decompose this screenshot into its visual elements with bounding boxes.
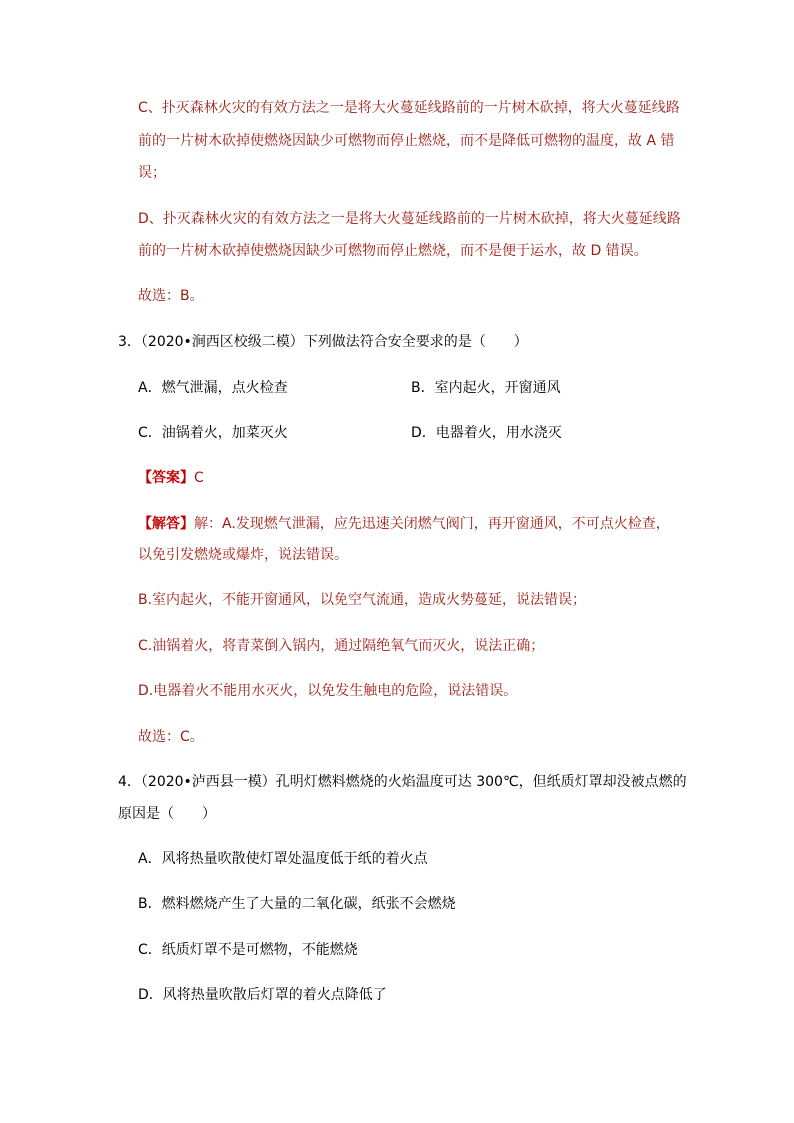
q4-option-d: D．风将热量吹散后灯罩的着火点降低了 xyxy=(138,987,387,1003)
answer-label: 【答案】 xyxy=(138,470,194,486)
q3-choice: 故选：C。 xyxy=(138,729,204,745)
q3-analysis-b: B.室内起火，不能开窗通风，以免空气流通，造成火势蔓延，说法错误； xyxy=(138,592,587,608)
explanation-c-line-1: C、扑灭森林火灾的有效方法之一是将大火蔓延线路前的一片树木砍掉，将大火蔓延线路 xyxy=(138,100,680,116)
q4-stem-line-1: 4．（2020•泸西县一模）孔明灯燃料燃烧的火焰温度可达 300℃，但纸质灯罩却没被点燃的 xyxy=(118,774,687,790)
q3-analysis-c: C.油锅着火，将青菜倒入锅内，通过隔绝氧气而灭火，说法正确； xyxy=(138,638,545,654)
explanation-c-line-2: 前的一片树木砍掉使燃烧因缺少可燃物而停止燃烧，而不是降低可燃物的温度，故 A 错 xyxy=(138,133,675,149)
explanation-c-line-3: 误； xyxy=(138,165,166,181)
q3-option-c: C．油锅着火，加菜灭火 xyxy=(138,425,288,441)
q3-option-a: A．燃气泄漏，点火检查 xyxy=(138,380,288,396)
explanation-d-line-1: D、扑灭森林火灾的有效方法之一是将大火蔓延线路前的一片树木砍掉，将大火蔓延线路 xyxy=(138,211,681,227)
q3-stem: 3．（2020•涧西区校级二模）下列做法符合安全要求的是（ ） xyxy=(118,334,528,350)
q3-option-d: D．电器着火，用水浇灭 xyxy=(411,425,562,441)
q3-analysis-d: D.电器着火不能用水灭火，以免发生触电的危险，说法错误。 xyxy=(138,683,518,699)
q4-option-c: C．纸质灯罩不是可燃物，不能燃烧 xyxy=(138,942,358,958)
q3-option-b: B．室内起火，开窗通风 xyxy=(411,380,561,396)
q3-analysis-a-line-2: 以免引发燃烧或爆炸，说法错误。 xyxy=(138,547,348,563)
q3-analysis-a-line-1 xyxy=(138,514,670,534)
q4-stem-line-2: 原因是（ ） xyxy=(118,806,216,822)
q4-option-b: B．燃料燃烧产生了大量的二氧化碳，纸张不会燃烧 xyxy=(138,896,456,912)
analysis-a-text-1: 解：A.发现燃气泄漏，应先迅速关闭燃气阀门，再开窗通风，不可点火检查， xyxy=(194,516,670,532)
analysis-label: 【解答】 xyxy=(138,516,194,532)
answer-value: C xyxy=(194,470,204,486)
prev-choice: 故选：B。 xyxy=(138,288,204,304)
explanation-d-line-2: 前的一片树木砍掉使燃烧因缺少可燃物而停止燃烧，而不是便于运水，故 D 错误。 xyxy=(138,243,648,259)
q3-answer xyxy=(138,468,204,488)
q4-option-a: A．风将热量吹散使灯罩处温度低于纸的着火点 xyxy=(138,851,428,867)
